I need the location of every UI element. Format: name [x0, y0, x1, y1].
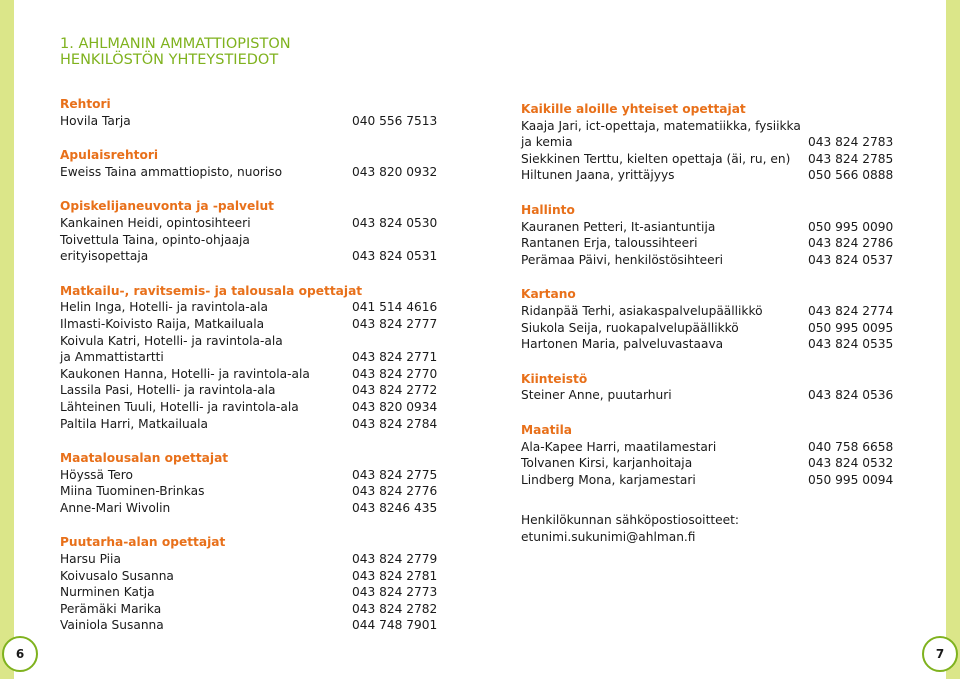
- contact-phone: 043 824 2771: [352, 350, 438, 365]
- section-gap: [60, 180, 432, 198]
- contact-row: [60, 568, 438, 585]
- contact-phone: 043 8246 435: [352, 500, 438, 515]
- section-heading: Maatalousalan opettajat: [60, 451, 229, 466]
- contact-phone: 043 824 2785: [808, 151, 894, 166]
- contact-row: [60, 316, 438, 333]
- contact-phone: 043 824 2774: [808, 303, 894, 318]
- contact-row: [60, 164, 438, 181]
- contact-row: [521, 387, 894, 404]
- section-heading: Puutarha-alan opettajat: [60, 535, 226, 550]
- contact-name: Nurminen Katja: [60, 585, 155, 600]
- contact-name: Koivusalo Susanna: [60, 568, 174, 583]
- title-line-2: HENKILÖSTÖN YHTEYSTIEDOT: [60, 52, 279, 68]
- email-note-label: Henkilökunnan sähköpostiosoitteet:: [521, 513, 740, 528]
- contact-phone: 043 824 2781: [352, 568, 438, 583]
- contact-section: [60, 147, 438, 180]
- contact-phone: 043 824 2782: [352, 601, 438, 616]
- contact-row: [521, 336, 894, 353]
- contact-name: Paltila Harri, Matkailuala: [60, 416, 209, 431]
- contact-phone: 050 995 0095: [808, 320, 894, 335]
- contact-phone: 043 824 0532: [808, 456, 894, 471]
- contact-name: Vainiola Susanna: [60, 618, 164, 633]
- contact-name: erityisopettaja: [60, 249, 149, 264]
- contact-row: [60, 584, 438, 601]
- contact-section: [521, 202, 894, 268]
- left-side-bar: [0, 0, 14, 679]
- section-gap: [60, 516, 432, 534]
- contact-name: Rantanen Erja, taloussihteeri: [521, 236, 698, 251]
- contact-section: [60, 283, 438, 432]
- contact-section: [60, 450, 438, 516]
- contact-name: Lindberg Mona, karjamestari: [521, 472, 696, 487]
- section-heading: Matkailu-, ravitsemis- ja talousala opettajat: [60, 283, 363, 298]
- section-gap: [60, 432, 432, 450]
- right-side-bar: [946, 0, 960, 679]
- contact-name: Kaukonen Hanna, Hotelli- ja ravintola-ala: [60, 366, 310, 381]
- contact-section: [60, 534, 438, 634]
- contact-row: [521, 455, 894, 472]
- contact-section: [521, 371, 894, 404]
- contact-phone: [352, 333, 432, 350]
- email-note-address: etunimi.sukunimi@ahlman.fi: [521, 529, 696, 544]
- contact-phone: 043 824 0536: [808, 388, 894, 403]
- contact-row: [60, 366, 438, 383]
- contact-row: [60, 399, 438, 416]
- contact-phone: 043 824 2779: [352, 552, 438, 567]
- contact-phone: 043 820 0934: [352, 399, 438, 414]
- contact-phone: 043 824 2773: [352, 585, 438, 600]
- contact-phone: 043 824 0531: [352, 249, 438, 264]
- contact-name: Eweiss Taina ammattiopisto, nuoriso: [60, 164, 283, 179]
- contact-row: [521, 118, 888, 135]
- email-note: [521, 512, 888, 545]
- contact-section: [521, 422, 894, 488]
- contact-name: Kauranen Petteri, It-asiantuntija: [521, 219, 716, 234]
- contact-phone: [352, 232, 432, 249]
- contact-name: ja Ammattistartti: [60, 350, 164, 365]
- contact-row: [60, 551, 438, 568]
- section-gap: [60, 265, 432, 283]
- contact-name: Hiltunen Jaana, yrittäjyys: [521, 168, 675, 183]
- section-gap: [521, 404, 888, 422]
- contact-phone: 050 566 0888: [808, 168, 894, 183]
- title-line-1: 1. AHLMANIN AMMATTIOPISTON: [60, 36, 291, 52]
- contact-row: [60, 601, 438, 618]
- page-number-right: 7: [922, 636, 958, 672]
- contact-row: [60, 617, 438, 634]
- contact-phone: 040 758 6658: [808, 439, 894, 454]
- contact-name: Helin Inga, Hotelli- ja ravintola-ala: [60, 300, 268, 315]
- contact-name: Miina Tuominen-Brinkas: [60, 484, 205, 499]
- contact-section: [521, 286, 894, 352]
- contact-name: Lassila Pasi, Hotelli- ja ravintola-ala: [60, 383, 276, 398]
- contact-row: [60, 215, 438, 232]
- contact-row: [521, 252, 894, 269]
- right-sections: [521, 101, 894, 488]
- contact-row: [521, 219, 894, 236]
- contact-phone: 043 820 0932: [352, 164, 438, 179]
- contact-phone: 050 995 0090: [808, 219, 894, 234]
- section-gap: [521, 184, 888, 202]
- page-title: [60, 36, 291, 68]
- contact-name: ja kemia: [521, 135, 573, 150]
- contact-name: Anne-Mari Wivolin: [60, 500, 171, 515]
- contact-phone: 050 995 0094: [808, 472, 894, 487]
- contact-name: Hartonen Maria, palveluvastaava: [521, 337, 724, 352]
- contact-row: [60, 483, 438, 500]
- section-gap: [60, 129, 432, 147]
- section-gap: [521, 353, 888, 371]
- contact-row: [521, 167, 894, 184]
- right-contact-column: [521, 101, 894, 545]
- contact-name: Hovila Tarja: [60, 113, 131, 128]
- section-heading: Maatila: [521, 422, 572, 437]
- spacer: [521, 488, 888, 512]
- contact-phone: 043 824 2786: [808, 236, 894, 251]
- contact-row: [521, 320, 894, 337]
- contact-phone: 044 748 7901: [352, 618, 438, 633]
- contact-name: Toivettula Taina, opinto-ohjaaja: [60, 232, 250, 247]
- contact-row: [60, 349, 438, 366]
- contact-phone: 040 556 7513: [352, 113, 438, 128]
- contact-row: [60, 299, 438, 316]
- section-heading: Kiinteistö: [521, 371, 588, 386]
- section-heading: Rehtori: [60, 97, 111, 111]
- contact-name: Kaaja Jari, ict-opettaja, matematiikka, fysiikka: [521, 118, 801, 133]
- page-number-left: 6: [2, 636, 38, 672]
- contact-name: Ala-Kapee Harri, maatilamestari: [521, 439, 717, 454]
- contact-row: [521, 235, 894, 252]
- contact-name: Harsu Piia: [60, 552, 121, 567]
- section-gap: [521, 268, 888, 286]
- contact-row: [60, 500, 438, 517]
- contact-row: [521, 134, 894, 151]
- contact-name: Ilmasti-Koivisto Raija, Matkailuala: [60, 316, 265, 331]
- contact-row: [60, 467, 438, 484]
- contact-row: [521, 151, 894, 168]
- contact-phone: 043 824 0535: [808, 337, 894, 352]
- contact-phone: 043 824 0537: [808, 252, 894, 267]
- contact-phone: 041 514 4616: [352, 300, 438, 315]
- contact-row: [521, 472, 894, 489]
- contact-row: [521, 303, 894, 320]
- contact-phone: 043 824 2770: [352, 366, 438, 381]
- contact-row: [60, 382, 438, 399]
- contact-name: Koivula Katri, Hotelli- ja ravintola-ala: [60, 333, 283, 348]
- contact-row: [60, 113, 438, 130]
- contact-row: [60, 232, 432, 249]
- contact-name: Ridanpää Terhi, asiakaspalvelupäällikkö: [521, 303, 763, 318]
- contact-name: Perämäki Marika: [60, 601, 162, 616]
- contact-row: [60, 248, 438, 265]
- contact-name: Kankainen Heidi, opintosihteeri: [60, 215, 251, 230]
- contact-name: Tolvanen Kirsi, karjanhoitaja: [521, 456, 693, 471]
- contact-phone: 043 824 2783: [808, 135, 894, 150]
- contact-section: [521, 101, 894, 184]
- contact-row: [60, 416, 438, 433]
- contact-name: Lähteinen Tuuli, Hotelli- ja ravintola-ala: [60, 399, 299, 414]
- contact-phone: 043 824 2784: [352, 416, 438, 431]
- contact-section: [60, 96, 438, 129]
- contact-name: Siekkinen Terttu, kielten opettaja (äi, ru, en): [521, 151, 791, 166]
- contact-phone: 043 824 2776: [352, 484, 438, 499]
- contact-phone: 043 824 2772: [352, 383, 438, 398]
- section-heading: Apulaisrehtori: [60, 148, 159, 163]
- section-heading: Kartano: [521, 287, 576, 302]
- contact-name: Siukola Seija, ruokapalvelupäällikkö: [521, 320, 739, 335]
- contact-name: Perämaa Päivi, henkilöstösihteeri: [521, 252, 724, 267]
- section-heading: Hallinto: [521, 202, 575, 217]
- contact-phone: [808, 118, 888, 135]
- contact-phone: 043 824 2775: [352, 467, 438, 482]
- contact-phone: 043 824 2777: [352, 316, 438, 331]
- left-contact-column: [60, 96, 438, 634]
- contact-row: [521, 439, 894, 456]
- contact-section: [60, 198, 438, 264]
- contact-name: Steiner Anne, puutarhuri: [521, 388, 672, 403]
- section-heading: Kaikille aloille yhteiset opettajat: [521, 102, 746, 116]
- contact-name: Höyssä Tero: [60, 467, 133, 482]
- section-heading: Opiskelijaneuvonta ja -palvelut: [60, 199, 274, 214]
- contact-row: [60, 333, 432, 350]
- contact-phone: 043 824 0530: [352, 215, 438, 230]
